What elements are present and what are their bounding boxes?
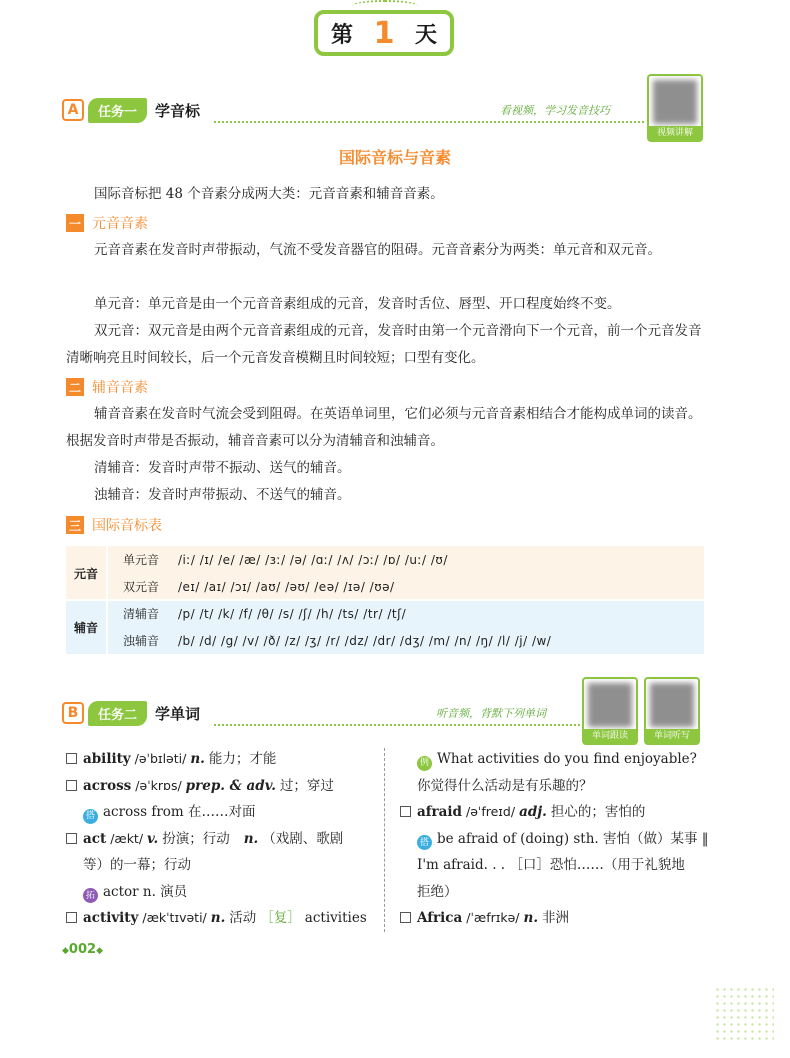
table-row (66, 573, 704, 600)
sub-heading-title: 辅音音素 (92, 380, 148, 396)
extension-entry (66, 879, 378, 906)
column-divider (384, 748, 385, 932)
word-meaning: （戏剧、歌剧 (262, 830, 344, 847)
word-headword: activity (83, 910, 139, 926)
example-entry (400, 746, 710, 773)
phrase-badge: 搭 (417, 835, 432, 850)
word-pos: prep. & adv. (185, 777, 276, 794)
sub-heading-consonants (66, 376, 148, 398)
phrase-continuation (400, 852, 710, 879)
word-meaning: 等）的一幕；行动 (83, 857, 191, 873)
row-symbols: /p/ /t/ /k/ /f/ /θ/ /s/ /ʃ/ /h/ /ts/ /tr/ /tʃ/ (178, 606, 407, 621)
word-pos: adj. (519, 804, 547, 820)
plural-tag: ［复］ (260, 910, 301, 926)
word-list-right (400, 746, 710, 932)
row-label: 单元音 (122, 553, 159, 567)
word-ipa: /ˈæfrɪkə/ (466, 910, 520, 925)
word-checkbox[interactable] (66, 833, 77, 844)
sub-heading-number: 三 (66, 516, 84, 534)
row-label: 清辅音 (122, 607, 159, 621)
task2-title: 学单词 (155, 704, 201, 723)
word-entry (66, 773, 378, 800)
example-translation-line (400, 773, 710, 800)
consonant-paragraph-3: 浊辅音：发音时声带振动、不送气的辅音。 (94, 487, 351, 503)
read-along-qr-code[interactable] (582, 677, 638, 745)
sub-heading-table (66, 514, 162, 536)
phonetic-table (66, 546, 704, 654)
sub-heading-number: 一 (66, 214, 84, 232)
example-badge: 例 (417, 756, 432, 771)
row-label: 浊辅音 (122, 634, 159, 648)
example-translation: 你觉得什么活动是有乐趣的？ (417, 777, 593, 794)
task1-header (62, 96, 200, 124)
word-meaning: 活动 (229, 910, 257, 926)
word-ipa: /əˈfreɪd/ (465, 804, 516, 819)
task2-divider (214, 724, 580, 726)
word-meaning: 担心的；害怕的 (550, 804, 646, 820)
word-checkbox[interactable] (66, 780, 77, 791)
vowel-paragraph-3: 双元音：双元音是由两个元音音素组成的元音，发音时由第一个元音滑向下一个元音，前一个元音发音清晰响亮且时间较长，后一个元音发音模糊且时间较短；口型有变化。 (66, 323, 702, 366)
consonant-paragraph-2: 清辅音：发音时声带不振动、送气的辅音。 (94, 460, 351, 476)
page-number-text: 002 (68, 942, 97, 957)
example-english: What activities do you find enjoyable? (437, 751, 697, 767)
read-along-qr-caption: 单词跟读 (584, 729, 636, 743)
dictation-qr-caption: 单词听写 (646, 729, 698, 743)
word-ipa: /ækˈtɪvəti/ (142, 910, 207, 925)
day-badge-number: 1 (373, 15, 395, 51)
word-continuation (66, 852, 378, 879)
task2-header (62, 699, 200, 727)
phrase-continuation (400, 879, 710, 906)
video-qr-code[interactable] (647, 74, 703, 142)
task2-hint: 听音频，背默下列单词 (436, 707, 546, 720)
sub-heading-title: 元音音素 (92, 216, 148, 232)
page-number (62, 942, 103, 957)
dictation-qr-code[interactable] (644, 677, 700, 745)
word-pos: n. (243, 830, 259, 847)
phrase-text: be afraid of (doing) sth. 害怕（做）某事 ‖ (437, 830, 709, 847)
phrase-badge: 搭 (83, 809, 98, 824)
vowel-label: 元音 (73, 566, 98, 581)
word-ipa: /əˈkrɒs/ (135, 777, 182, 793)
word-headword: act (83, 830, 107, 847)
word-headword: ability (83, 751, 131, 767)
intro-paragraph: 国际音标把 48 个音素分成两大类：元音音素和辅音音素。 (94, 186, 444, 202)
phrase-text: I'm afraid. . . ［口］恐怕……（用于礼貌地 (417, 857, 685, 873)
word-headword: afraid (417, 804, 462, 820)
task1-hint: 看视频，学习发音技巧 (500, 104, 610, 117)
task1-tag: 任务一 (88, 98, 147, 123)
word-ipa: /əˈbɪləti/ (134, 751, 187, 766)
phrase-entry (66, 799, 378, 826)
extension-badge: 拓 (83, 888, 98, 903)
task2-tag: 任务二 (88, 701, 147, 726)
word-headword: Africa (417, 910, 463, 926)
row-symbols: /eɪ/ /aɪ/ /ɔɪ/ /aʊ/ /əʊ/ /eə/ /ɪə/ /ʊə/ (178, 579, 395, 594)
sub-heading-number: 二 (66, 378, 84, 396)
word-entry (66, 905, 378, 932)
word-pos: n. (210, 910, 226, 926)
word-list-left (66, 746, 378, 932)
page-number-dot-right: ◆ (96, 946, 103, 956)
word-ipa: /ækt/ (110, 830, 144, 846)
word-meaning: 非洲 (542, 910, 570, 926)
word-checkbox[interactable] (400, 912, 411, 923)
word-entry (400, 905, 710, 932)
word-pos: n. (190, 751, 205, 767)
table-row (66, 627, 704, 654)
phrase-entry (400, 826, 710, 853)
word-meaning: 扮演；行动 (162, 830, 230, 847)
consonant-paragraph-1: 辅音音素在发音时气流会受到阻碍。在英语单词里，它们必须与元音音素相结合才能构成单词的读音。根据发音时声带是否振动，辅音音素可以分为清辅音和浊辅音。 (66, 406, 702, 449)
consonant-label: 辅音 (73, 620, 98, 635)
sub-heading-vowels (66, 212, 148, 234)
word-meaning: 过；穿过 (279, 777, 334, 794)
day-badge-right: 天 (407, 15, 445, 51)
row-label: 双元音 (122, 580, 159, 594)
table-row (66, 546, 704, 573)
day-badge (314, 10, 454, 56)
extension-text: actor n. 演员 (103, 883, 188, 900)
word-pos: v. (147, 830, 159, 847)
word-checkbox[interactable] (66, 753, 77, 764)
table-row (66, 600, 704, 627)
word-headword: across (83, 777, 132, 794)
qr-code-image (650, 683, 694, 727)
row-symbols: /b/ /d/ /g/ /v/ /ð/ /z/ /ʒ/ /r/ /dz/ /dr/ /dʒ/ /m/ /n/ /ŋ/ /l/ /j/ /w/ (178, 633, 552, 648)
word-entry (66, 746, 378, 773)
page-number-dot-left: ◆ (62, 946, 69, 956)
row-symbols: /iː/ /ɪ/ /e/ /æ/ /ɜː/ /ə/ /ɑː/ /ʌ/ /ɔː/ /ɒ/ /uː/ /ʊ/ (178, 552, 448, 567)
qr-code-image (588, 683, 632, 727)
task1-letter: A (62, 99, 84, 121)
task1-divider (214, 121, 644, 123)
section-title: 国际音标与音素 (338, 148, 451, 167)
word-pos: n. (523, 910, 539, 926)
task1-title: 学音标 (155, 101, 201, 120)
task2-letter: B (62, 702, 84, 724)
word-entry (66, 826, 378, 853)
plural-form: activities (304, 910, 367, 926)
vowel-paragraph-1: 元音音素在发音时声带振动，气流不受发音器官的阻碍。元音音素分为两类：单元音和双元音。 (94, 242, 661, 258)
word-checkbox[interactable] (66, 912, 77, 923)
phrase-text: across from 在……对面 (103, 804, 256, 820)
word-entry (400, 799, 710, 826)
word-checkbox[interactable] (400, 806, 411, 817)
word-meaning: 能力；才能 (208, 751, 277, 767)
corner-decoration (714, 986, 774, 1044)
phrase-text: 拒绝） (417, 883, 458, 900)
sub-heading-title: 国际音标表 (92, 518, 162, 534)
vowel-paragraph-2: 单元音：单元音是由一个元音音素组成的元音，发音时舌位、唇型、开口程度始终不变。 (94, 296, 621, 312)
day-badge-left: 第 (323, 15, 361, 51)
video-qr-caption: 视频讲解 (649, 126, 701, 140)
qr-code-image (653, 80, 697, 124)
